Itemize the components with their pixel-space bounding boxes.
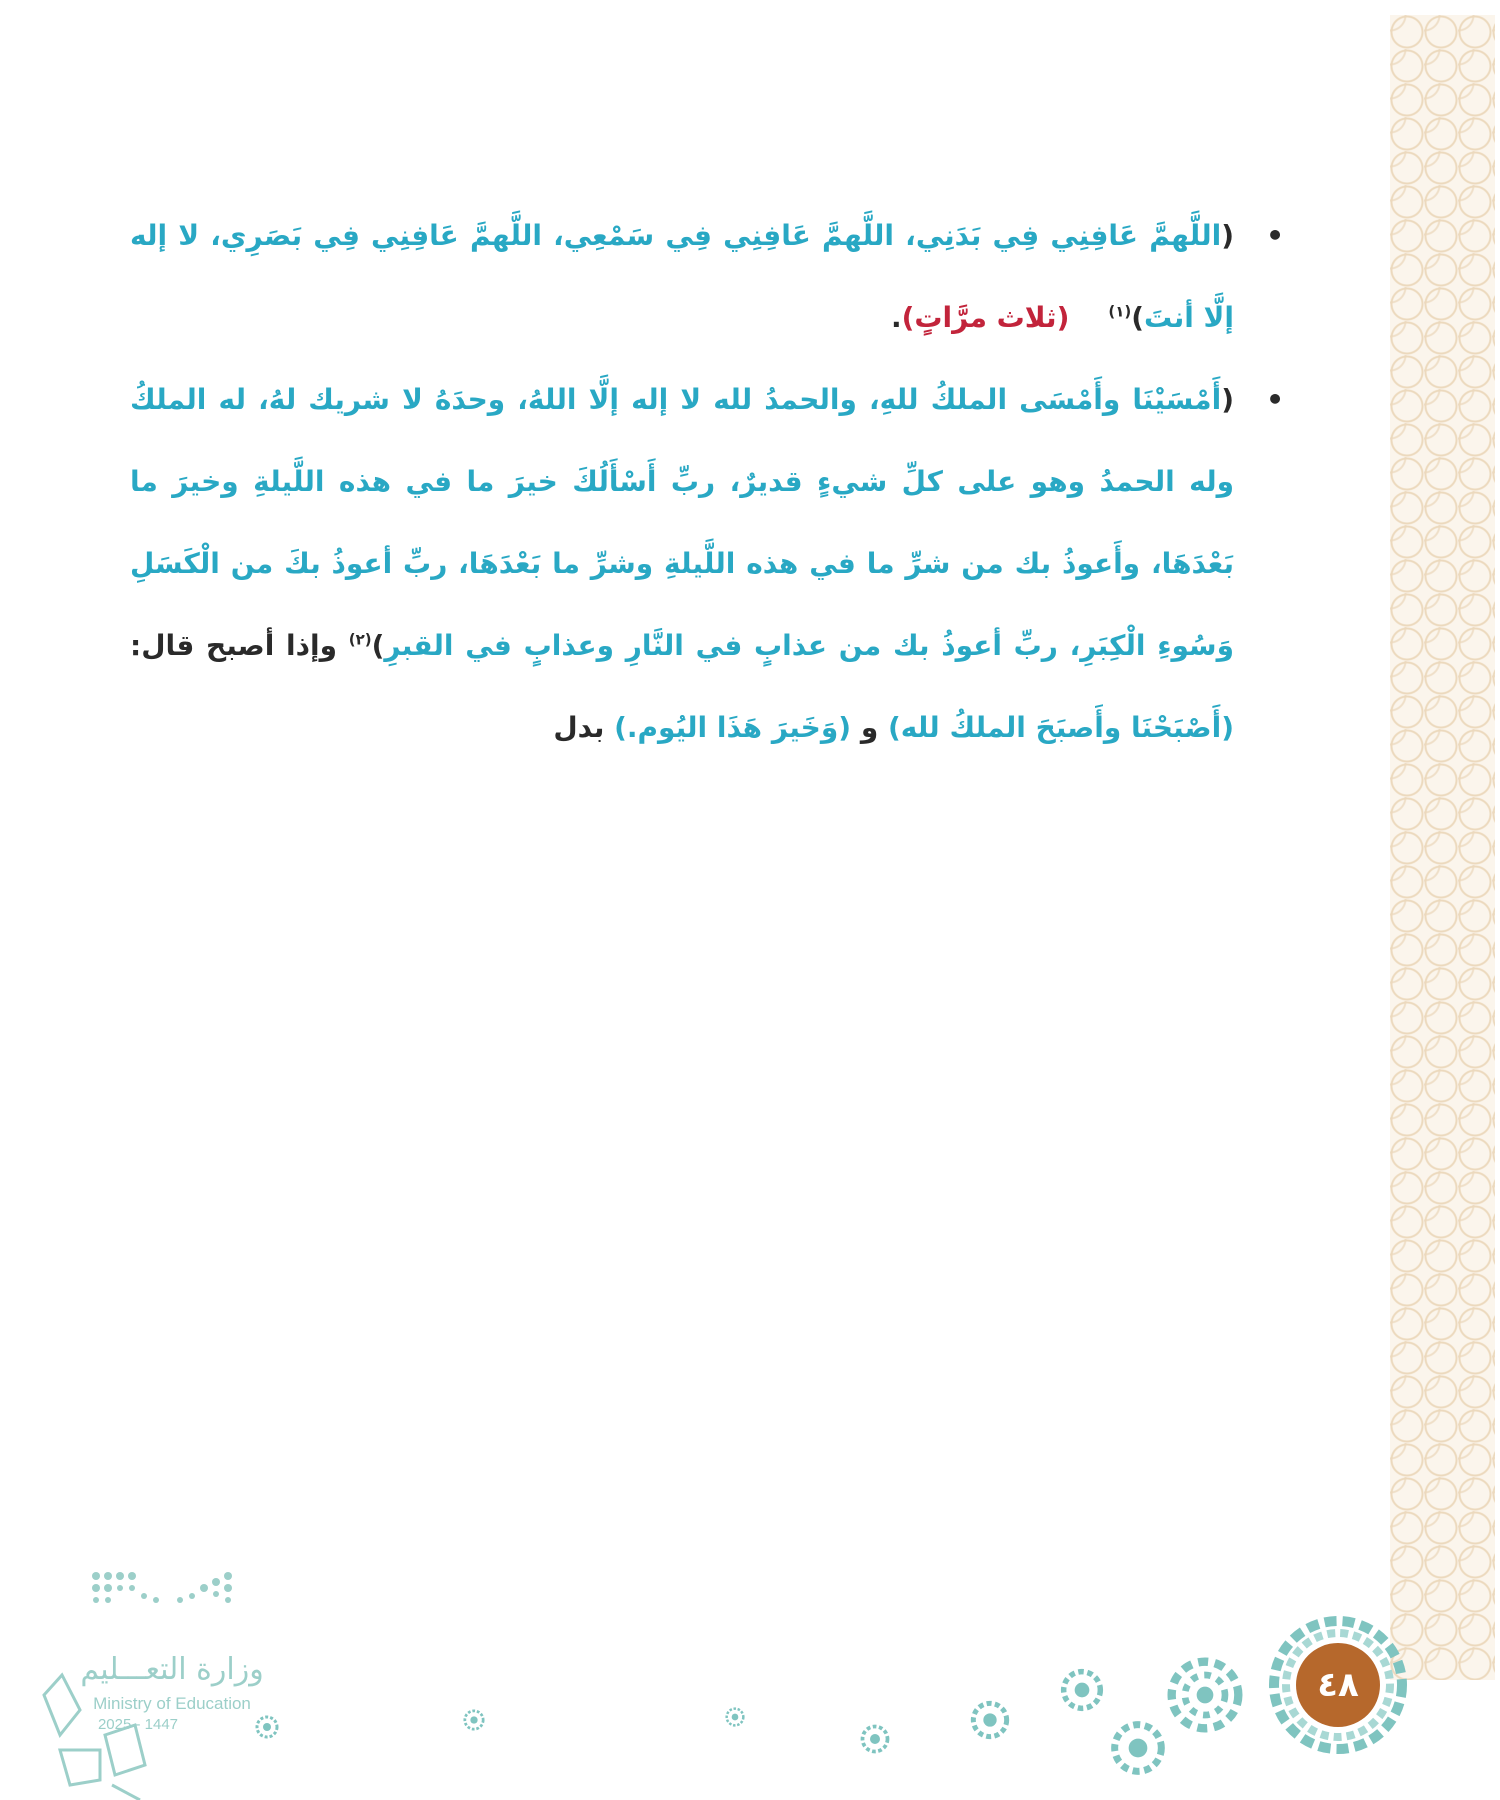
logo-year-text: 2025 - 1447 bbox=[97, 1716, 179, 1733]
flower-icon bbox=[725, 1707, 745, 1727]
dua-text: أَمْسَيْنَا وأَمْسَى الملكُ للهِ، والحمدُ لله لا إله إلَّا اللهُ، وحدَهُ لا شريك لهُ، له الملكُ وله الحمدُ وهو على كلِّ شيءٍ قديرٌ، ربِّ أَسْأَلُكَ خيرَ ما في هذه اللَّيلةِ وخيرَ ما بَعْدَهَا، وأَعوذُ بك من شرِّ ما في هذه اللَّيلةِ وشرِّ ما بَعْدَهَا، ربِّ أعوذُ بكَ من الْكَسَلِ وَسُوءِ الْكِبَرِ، ربِّ أعوذُ بك من عذابٍ في النَّارِ وعذابٍ في القبرِ bbox=[130, 383, 1234, 662]
bullet-icon: • bbox=[1266, 383, 1284, 416]
footnote-marker: (٢) bbox=[348, 630, 372, 649]
close-paren: ) bbox=[1131, 301, 1145, 334]
close-paren: ) bbox=[371, 629, 385, 662]
instead-word: بدل bbox=[553, 711, 605, 744]
logo-arabic-text: وزارة التعـــليم bbox=[80, 1652, 264, 1687]
page-number: ٤٨ bbox=[1296, 1643, 1380, 1727]
list-item bbox=[130, 195, 1290, 359]
flower-icon bbox=[1060, 1668, 1104, 1712]
flower-icon bbox=[463, 1709, 485, 1731]
flower-icon bbox=[970, 1700, 1010, 1740]
flower-icon bbox=[860, 1724, 890, 1754]
dua-text: اللَّهمَّ عَافِنِي فِي بَدَنِي، اللَّهمَّ عَافِنِي فِي سَمْعِي، اللَّهمَّ عَافِنِي فِي بَصَرِي، لا إله إلَّا أنتَ bbox=[130, 219, 1234, 334]
flower-icon bbox=[1110, 1720, 1166, 1776]
logo-english-text: Ministry of Education bbox=[93, 1694, 251, 1713]
bullet-icon: • bbox=[1266, 219, 1284, 252]
flower-icon bbox=[1165, 1655, 1245, 1735]
dua-list bbox=[130, 195, 1290, 769]
repeat-note: (ثلاث مرَّاتٍ) bbox=[901, 301, 1070, 334]
morning-phrase-1: (أَصْبَحْنَا وأَصبَحَ الملكُ لله) bbox=[887, 711, 1234, 744]
footnote-marker: (١) bbox=[1108, 302, 1132, 321]
open-paren: ( bbox=[1221, 219, 1234, 252]
morning-phrase-2: (وَخَيرَ هَذَا اليُوم.) bbox=[614, 711, 852, 744]
conjunction: و bbox=[860, 711, 879, 744]
list-item bbox=[130, 359, 1290, 769]
decorative-side-band bbox=[1390, 15, 1495, 1680]
morning-intro: وإذا أصبح قال: bbox=[130, 629, 337, 662]
full-stop: . bbox=[890, 301, 902, 334]
open-paren: ( bbox=[1221, 383, 1234, 416]
